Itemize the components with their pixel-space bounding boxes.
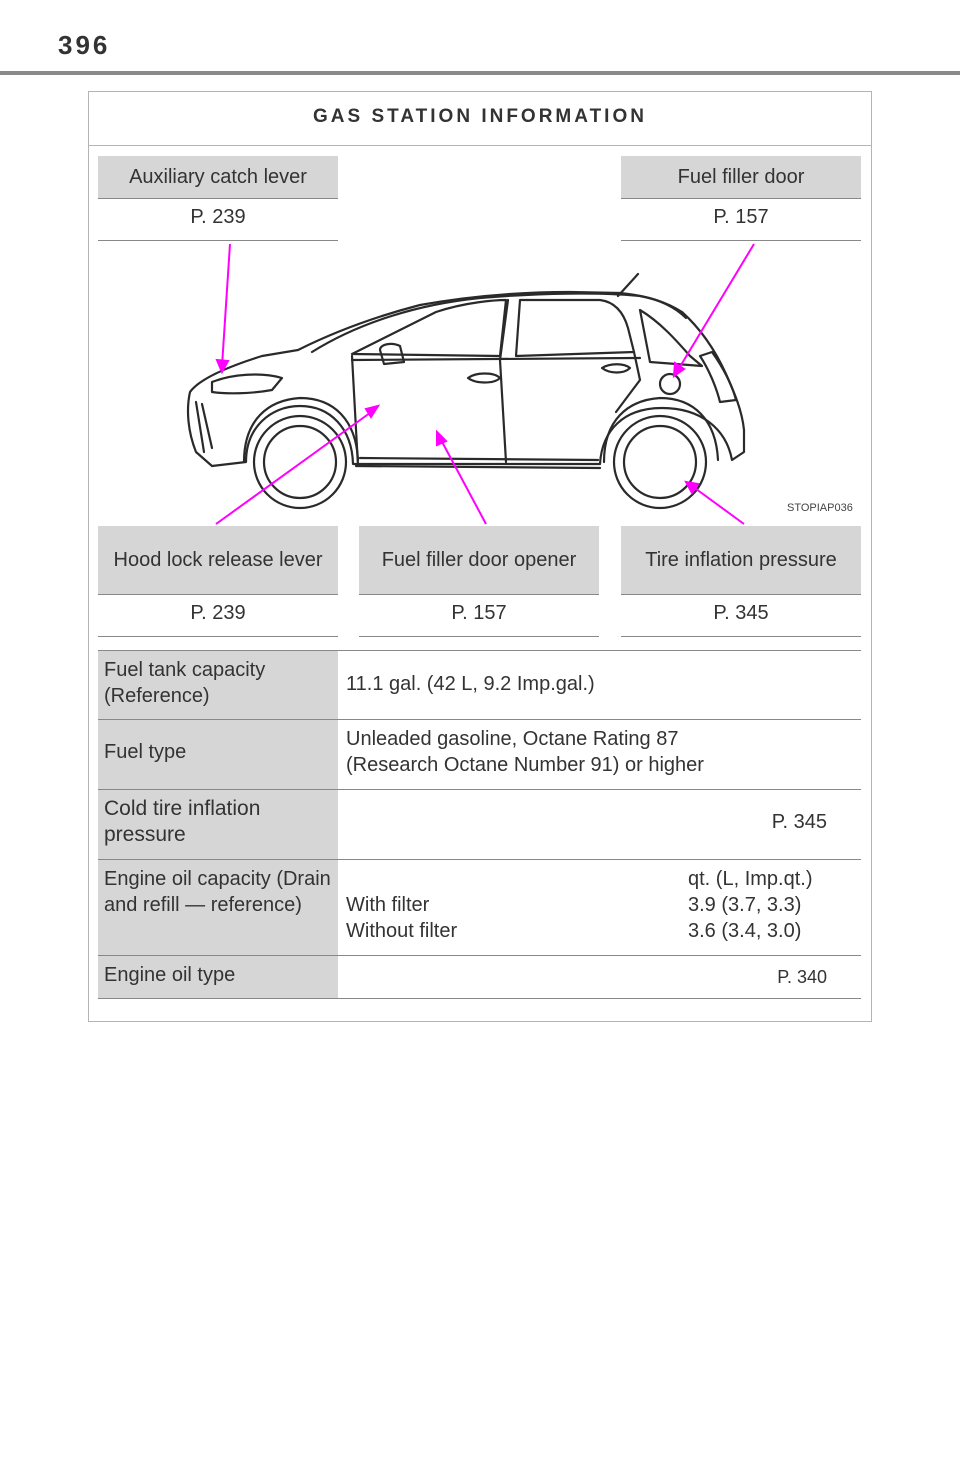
callout-fuel-filler-door-opener bbox=[359, 526, 599, 637]
car-windows bbox=[352, 300, 506, 356]
car-roof bbox=[312, 294, 686, 352]
page-reference: P. 157 bbox=[359, 595, 599, 637]
spec-row-cold-tire bbox=[98, 790, 861, 860]
fuel-type-line-2: (Research Octane Number 91) or higher bbox=[346, 754, 704, 776]
page-reference: P. 239 bbox=[98, 595, 338, 637]
with-filter-value: 3.9 (3.7, 3.3) bbox=[688, 894, 802, 916]
spec-label: Fuel tank capacity (Reference) bbox=[98, 651, 338, 719]
spec-value bbox=[338, 720, 861, 789]
leader-auxiliary-catch bbox=[222, 244, 230, 366]
diagram-code: STOPIAP036 bbox=[787, 502, 853, 514]
without-filter-value: 3.6 (3.4, 3.0) bbox=[688, 920, 802, 942]
spec-row-engine-oil-type bbox=[98, 956, 861, 999]
spec-value: P. 345 bbox=[771, 811, 827, 833]
spec-row-engine-oil-capacity bbox=[98, 860, 861, 956]
oil-filter-values bbox=[688, 866, 853, 949]
spec-label: Engine oil type bbox=[98, 956, 338, 998]
car-fuel-door bbox=[660, 374, 680, 394]
spec-value bbox=[338, 860, 861, 955]
spec-row-fuel-type bbox=[98, 720, 861, 790]
page-reference: P. 345 bbox=[621, 595, 861, 637]
callout-label: Auxiliary catch lever bbox=[98, 156, 338, 199]
callout-fuel-filler-door bbox=[621, 156, 861, 241]
leader-fuel-filler-door bbox=[678, 244, 754, 370]
spec-label: Cold tire inflation pressure bbox=[98, 790, 338, 859]
panel-title: GAS STATION INFORMATION bbox=[89, 92, 871, 146]
fuel-type-line-1: Unleaded gasoline, Octane Rating 87 bbox=[346, 728, 679, 750]
car-headlight bbox=[212, 375, 282, 394]
oil-units: qt. (L, Imp.qt.) bbox=[688, 868, 813, 890]
callout-label: Fuel filler door opener bbox=[359, 526, 599, 595]
spec-row-fuel-tank bbox=[98, 651, 861, 720]
car-front-wheel bbox=[254, 416, 346, 508]
spec-table bbox=[98, 650, 861, 999]
callout-label: Hood lock release lever bbox=[98, 526, 338, 595]
without-filter-label: Without filter bbox=[346, 920, 458, 942]
oil-filter-labels bbox=[346, 866, 688, 949]
callout-label: Fuel filler door bbox=[621, 156, 861, 199]
page-number: 396 bbox=[58, 30, 111, 60]
leader-fuel-opener bbox=[440, 438, 486, 524]
callout-hood-lock-release-lever bbox=[98, 526, 338, 637]
spec-label: Engine oil capacity (Drain and refill — reference) bbox=[98, 860, 338, 955]
spec-value: P. 340 bbox=[777, 967, 827, 987]
car-antenna bbox=[618, 274, 638, 296]
with-filter-label: With filter bbox=[346, 894, 430, 916]
page-reference: P. 157 bbox=[621, 199, 861, 241]
leader-tire-pressure bbox=[692, 486, 744, 524]
callout-label: Tire inflation pressure bbox=[621, 526, 861, 595]
callout-tire-inflation-pressure bbox=[621, 526, 861, 637]
spec-value: 11.1 gal. (42 L, 9.2 Imp.gal.) bbox=[346, 673, 595, 695]
callout-auxiliary-catch-lever bbox=[98, 156, 338, 241]
page-reference: P. 239 bbox=[98, 199, 338, 241]
spec-label: Fuel type bbox=[98, 720, 338, 789]
